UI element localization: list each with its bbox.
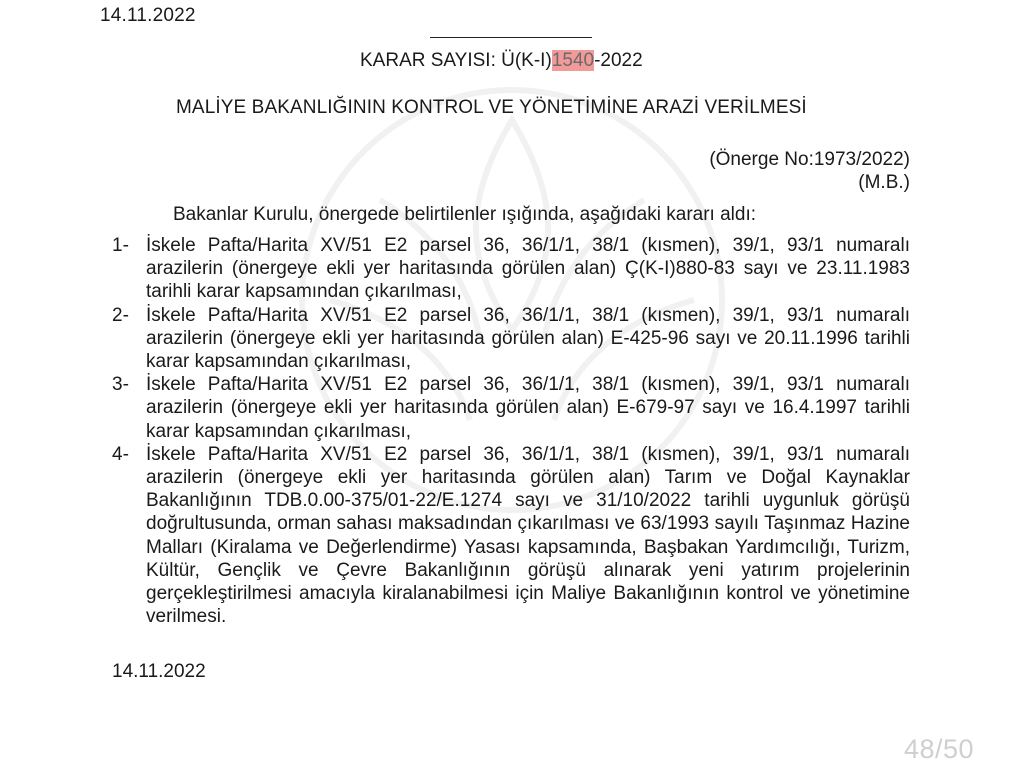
item-number: 1-	[112, 235, 129, 256]
document-title: MALİYE BAKANLIĞININ KONTROL VE YÖNETİMİNE ARAZİ VERİLMESİ	[176, 97, 807, 118]
list-item	[112, 373, 912, 443]
item-number: 3-	[112, 374, 129, 396]
motion-number: (Önerge No:1973/2022)	[709, 149, 910, 170]
item-text: İskele Pafta/Harita XV/51 E2 parsel 36, 36/1/1, 38/1 (kısmen), 39/1, 93/1 numaralı arazilerin (önergeye ekli yer haritasında görülen alan) Ç(K-I)880-83 sayı ve 23.11.1983 tarihli karar kapsamından çıkarılması,	[146, 235, 910, 303]
item-text: İskele Pafta/Harita XV/51 E2 parsel 36, 36/1/1, 38/1 (kısmen), 39/1, 93/1 numaralı arazilerin (önergeye ekli yer haritasında görülen alan) E-425-96 sayı ve 20.11.1996 tarihli karar kapsamından çıkarılması,	[146, 304, 910, 373]
bottom-date: 14.11.2022	[112, 661, 206, 682]
list-item	[112, 443, 912, 629]
decision-prefix: KARAR SAYISI: Ü(K-I)	[360, 50, 552, 71]
intro-paragraph: Bakanlar Kurulu, önergede belirtilenler ışığında, aşağıdaki kararı aldı:	[173, 204, 757, 225]
item-number: 4-	[112, 443, 129, 465]
ministry-code: (M.B.)	[858, 172, 910, 193]
list-item	[112, 304, 912, 374]
item-text: İskele Pafta/Harita XV/51 E2 parsel 36, 36/1/1, 38/1 (kısmen), 39/1, 93/1 numaralı arazilerin (önergeye ekli yer haritasında görülen alan) Tarım ve Doğal Kaynaklar Bakanlığının TDB.0.00-375/01-22/E.1274 sayı ve 31/10/2022 tarihli uygunluk görüşü doğrultusunda, orman sahası maksadından çıkarılması ve 63/1993 sayılı Taşınmaz Hazine Malları (Kiralama ve Değerlendirme) Yasası kapsamında, Başbakan Yardımcılığı, Turizm, Kültür, Gençlik ve Çevre Bakanlığının görüşü alınarak yeni yatırım projelerinin gerçekleştirilmesi amacıyla kiralanabilmesi için Maliye Bakanlığının kontrol ve yönetimine verilmesi.	[146, 443, 910, 628]
header-rule	[430, 37, 592, 38]
decision-number-highlight: 1540	[551, 50, 595, 71]
top-date: 14.11.2022	[100, 5, 196, 26]
item-text: İskele Pafta/Harita XV/51 E2 parsel 36, 36/1/1, 38/1 (kısmen), 39/1, 93/1 numaralı arazilerin (önergeye ekli yer haritasında görülen alan) E-679-97 sayı ve 16.4.1997 tarihli karar kapsamından çıkarılması,	[146, 374, 910, 442]
decision-suffix: -2022	[594, 50, 643, 71]
motion-block	[709, 148, 910, 194]
item-number: 2-	[112, 304, 129, 326]
list-item	[112, 234, 912, 304]
page-indicator: 48/50	[904, 734, 975, 764]
decision-items-list	[112, 234, 912, 628]
decision-number-line	[360, 50, 643, 72]
